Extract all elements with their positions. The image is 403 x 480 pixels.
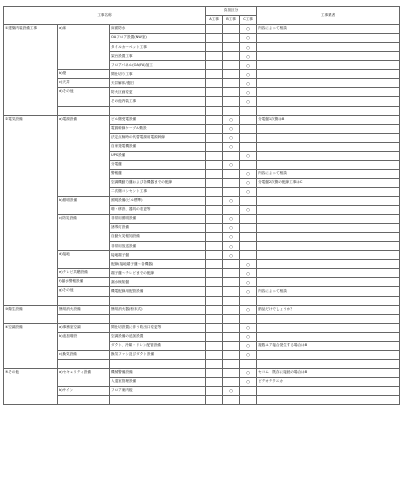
contractor-note	[257, 224, 400, 233]
spacer-row	[4, 359, 400, 368]
table-row	[4, 70, 400, 79]
burden-a-cell	[206, 305, 223, 314]
burden-b-cell	[223, 323, 240, 332]
empty-cell	[257, 296, 400, 305]
contractor-note	[257, 43, 400, 52]
burden-a-cell	[206, 34, 223, 43]
empty-cell	[110, 314, 206, 323]
burden-c-cell	[240, 160, 257, 169]
burden-a-cell	[206, 160, 223, 169]
item-label: UPS設備	[110, 151, 206, 160]
burden-b-cell	[223, 88, 240, 97]
item-label: 配線(接地端子盤～各機器)	[110, 260, 206, 269]
burden-b-cell	[223, 287, 240, 296]
section-name: ③衛生設備	[4, 305, 58, 323]
burden-c-cell: ○	[240, 97, 257, 106]
burden-b-cell	[223, 61, 240, 70]
burden-b-cell	[223, 34, 240, 43]
burden-c-cell	[240, 133, 257, 142]
item-label: その他内装工事	[110, 97, 206, 106]
burden-c-cell: ○	[240, 332, 257, 341]
contractor-note: 内容によって相談	[257, 287, 400, 296]
burden-b-cell: ○	[223, 115, 240, 124]
empty-cell	[223, 106, 240, 115]
burden-b-cell	[223, 52, 240, 61]
burden-c-cell: ○	[240, 350, 257, 359]
section-name: ④空調設備	[4, 323, 58, 368]
empty-cell	[223, 396, 240, 405]
item-label: 間仕切り工事	[110, 70, 206, 79]
burden-b-cell: ○	[223, 215, 240, 224]
contractor-note: 分電盤1次側はB	[257, 115, 400, 124]
table-row	[4, 88, 400, 97]
spacer-row	[4, 106, 400, 115]
contractor-note	[257, 251, 400, 260]
contractor-note: 分電盤2次側の配線工事はC	[257, 178, 400, 187]
burden-b-cell	[223, 43, 240, 52]
burden-c-cell: ○	[240, 88, 257, 97]
burden-b-cell: ○	[223, 233, 240, 242]
burden-c-cell	[240, 224, 257, 233]
table-row	[4, 215, 400, 224]
burden-c-cell: ○	[240, 305, 257, 314]
burden-a-cell	[206, 187, 223, 196]
item-label: 二次側コンセント工事	[110, 187, 206, 196]
contractor-note	[257, 196, 400, 205]
burden-a-cell	[206, 242, 223, 251]
burden-b-cell	[223, 269, 240, 278]
header-contractor: 工事業者	[257, 7, 400, 25]
burden-c-cell: ○	[240, 25, 257, 34]
table-row	[4, 386, 400, 395]
contractor-note	[257, 34, 400, 43]
contractor-note	[257, 124, 400, 133]
empty-cell	[240, 314, 257, 323]
burden-a-cell	[206, 368, 223, 377]
subsection-name: 簡易消火設備	[58, 305, 110, 314]
burden-a-cell	[206, 25, 223, 34]
burden-b-cell: ○	[223, 142, 240, 151]
contractor-note	[257, 269, 400, 278]
burden-b-cell	[223, 187, 240, 196]
burden-b-cell: ○	[223, 196, 240, 205]
item-label: 機械警備設備	[110, 368, 206, 377]
table-row	[4, 350, 400, 359]
burden-b-cell	[223, 151, 240, 160]
empty-cell	[223, 296, 240, 305]
burden-b-cell	[223, 278, 240, 287]
burden-a-cell	[206, 215, 223, 224]
burden-b-cell	[223, 368, 240, 377]
burden-b-cell	[223, 332, 240, 341]
contractor-note	[257, 350, 400, 359]
header-col-c: C工事	[240, 16, 257, 25]
burden-b-cell	[223, 25, 240, 34]
empty-cell	[206, 396, 223, 405]
burden-c-cell: ○	[240, 178, 257, 187]
contractor-note: セコム 既存に接続の場合はB	[257, 368, 400, 377]
item-label: 増・移設、器具の変更等	[110, 206, 206, 215]
item-label: 照明設備(ビル標準)	[110, 196, 206, 205]
contractor-note: 内容によって相談	[257, 169, 400, 178]
item-label: 換気ファン及びダクト設備	[110, 350, 206, 359]
burden-a-cell	[206, 133, 223, 142]
subsection-name: f)漏水警報設備	[58, 278, 110, 287]
burden-c-cell: ○	[240, 70, 257, 79]
empty-cell	[110, 396, 206, 405]
item-label: 防火区画変更	[110, 88, 206, 97]
burden-c-cell: ○	[240, 260, 257, 269]
table-row	[4, 269, 400, 278]
burden-a-cell	[206, 115, 223, 124]
burden-a-cell	[206, 142, 223, 151]
burden-b-cell	[223, 169, 240, 178]
header-col-b: B工事	[223, 16, 240, 25]
contractor-note	[257, 61, 400, 70]
contractor-note	[257, 151, 400, 160]
subsection-name: c)天井	[58, 79, 110, 88]
subsection-name: b)サイン	[58, 386, 110, 395]
empty-cell	[257, 359, 400, 368]
burden-a-cell	[206, 251, 223, 260]
burden-c-cell: ○	[240, 269, 257, 278]
empty-cell	[110, 359, 206, 368]
item-label: 空調機動力盤および各機器までの配線	[110, 178, 206, 187]
item-label: 警報盤	[110, 169, 206, 178]
burden-a-cell	[206, 350, 223, 359]
burden-b-cell: ○	[223, 242, 240, 251]
table-row	[4, 115, 400, 124]
contractor-note	[257, 386, 400, 395]
burden-a-cell	[206, 377, 223, 386]
burden-c-cell: ○	[240, 79, 257, 88]
empty-cell	[58, 396, 110, 405]
burden-b-cell: ○	[223, 133, 240, 142]
item-label: 天井解体/復旧	[110, 79, 206, 88]
burden-c-cell: ○	[240, 187, 257, 196]
burden-b-cell	[223, 305, 240, 314]
item-label: 分電盤	[110, 160, 206, 169]
contractor-note: ビデオテクニカ	[257, 377, 400, 386]
allocation-table	[3, 6, 400, 405]
burden-a-cell	[206, 97, 223, 106]
contractor-note	[257, 242, 400, 251]
empty-cell	[240, 106, 257, 115]
section-name: ⑤その他	[4, 368, 58, 404]
empty-cell	[58, 296, 110, 305]
item-label: 接地端子盤	[110, 251, 206, 260]
item-label: 間仕切設置に伴う吹出口変更等	[110, 323, 206, 332]
item-label: ダクト、冷媒・ドレン配管設備	[110, 341, 206, 350]
contractor-note	[257, 133, 400, 142]
item-label: 機電配線用配管設備	[110, 287, 206, 296]
empty-cell	[257, 396, 400, 405]
contractor-note	[257, 278, 400, 287]
burden-c-cell: ○	[240, 278, 257, 287]
burden-a-cell	[206, 278, 223, 287]
table-row	[4, 332, 400, 341]
burden-a-cell	[206, 269, 223, 278]
item-label: フロアパネル(OA/FA)加工	[110, 61, 206, 70]
empty-cell	[257, 314, 400, 323]
subsection-name: d)接地	[58, 251, 110, 269]
contractor-note	[257, 187, 400, 196]
item-label: 誘導灯設備	[110, 224, 206, 233]
burden-c-cell: ○	[240, 206, 257, 215]
burden-c-cell	[240, 124, 257, 133]
burden-c-cell: ○	[240, 61, 257, 70]
burden-b-cell	[223, 377, 240, 386]
table-row	[4, 79, 400, 88]
table-row	[4, 305, 400, 314]
table-row	[4, 196, 400, 205]
item-label: 電源幹線ケーブル敷設	[110, 124, 206, 133]
empty-cell	[206, 314, 223, 323]
burden-b-cell: ○	[223, 251, 240, 260]
burden-b-cell	[223, 97, 240, 106]
item-label: 自家発電機設備	[110, 142, 206, 151]
contractor-note: 納品だけでしょうか？	[257, 305, 400, 314]
burden-a-cell	[206, 43, 223, 52]
empty-cell	[240, 296, 257, 305]
header-col-a: A工事	[206, 16, 223, 25]
item-label: 非常用放送設備	[110, 242, 206, 251]
burden-c-cell	[240, 233, 257, 242]
burden-a-cell	[206, 61, 223, 70]
subsection-name: e)テレビ共聴設備	[58, 269, 110, 278]
header-title: 工事名称	[4, 7, 206, 25]
burden-b-cell	[223, 178, 240, 187]
subsection-name: a)事務室空調	[58, 323, 110, 332]
item-label: 空調設備の追加設置	[110, 332, 206, 341]
burden-a-cell	[206, 79, 223, 88]
item-label: フロア案内板	[110, 386, 206, 395]
empty-cell	[58, 106, 110, 115]
burden-b-cell: ○	[223, 160, 240, 169]
burden-b-cell	[223, 79, 240, 88]
burden-b-cell: ○	[223, 386, 240, 395]
burden-a-cell	[206, 323, 223, 332]
burden-c-cell: ○	[240, 151, 257, 160]
burden-b-cell	[223, 350, 240, 359]
table-row	[4, 278, 400, 287]
subsection-name: a)電源設備	[58, 115, 110, 196]
contractor-note	[257, 332, 400, 341]
item-label: 端子盤～テレビまでの配線	[110, 269, 206, 278]
spacer-row	[4, 314, 400, 323]
burden-c-cell: ○	[240, 34, 257, 43]
item-label: 非常用照明設備	[110, 215, 206, 224]
burden-a-cell	[206, 332, 223, 341]
burden-c-cell: ○	[240, 341, 257, 350]
item-label: タイルカーペット工事	[110, 43, 206, 52]
burden-a-cell	[206, 233, 223, 242]
empty-cell	[110, 106, 206, 115]
contractor-note: 複数ユア接合発生する場合はB	[257, 341, 400, 350]
contractor-note	[257, 233, 400, 242]
contractor-note	[257, 79, 400, 88]
burden-a-cell	[206, 52, 223, 61]
item-label: 架台設置工事	[110, 52, 206, 61]
burden-b-cell: ○	[223, 124, 240, 133]
burden-c-cell: ○	[240, 52, 257, 61]
burden-c-cell	[240, 242, 257, 251]
burden-b-cell	[223, 260, 240, 269]
item-label: 入退室管理設備	[110, 377, 206, 386]
item-label: ビル側受電設備	[110, 115, 206, 124]
subsection-name: b)照明設備	[58, 196, 110, 214]
contractor-note	[257, 260, 400, 269]
burden-c-cell: ○	[240, 377, 257, 386]
empty-cell	[240, 359, 257, 368]
table-row	[4, 323, 400, 332]
item-label: 法定点検時の代替電源用電源幹線	[110, 133, 206, 142]
subsection-name: c)防災設備	[58, 215, 110, 251]
subsection-name: g)その他	[58, 287, 110, 296]
item-label: OAフロア設置(NW室)	[110, 34, 206, 43]
subsection-name: d)その他	[58, 88, 110, 106]
empty-cell	[206, 106, 223, 115]
burden-a-cell	[206, 341, 223, 350]
contractor-note	[257, 97, 400, 106]
burden-c-cell	[240, 215, 257, 224]
burden-c-cell	[240, 251, 257, 260]
table-row	[4, 368, 400, 377]
burden-b-cell	[223, 206, 240, 215]
item-label: 漏水検知盤	[110, 278, 206, 287]
section-name: ①建築内装設備工事	[4, 25, 58, 115]
contractor-note	[257, 206, 400, 215]
table-row	[4, 251, 400, 260]
burden-b-cell	[223, 70, 240, 79]
burden-a-cell	[206, 287, 223, 296]
item-label: 簡易消火器(粉末式)	[110, 305, 206, 314]
empty-cell	[240, 396, 257, 405]
contractor-note: 内容によって相談	[257, 25, 400, 34]
burden-c-cell: ○	[240, 368, 257, 377]
empty-cell	[58, 314, 110, 323]
subsection-name: a)セキュリティ設備	[58, 368, 110, 386]
contractor-note	[257, 323, 400, 332]
table-row	[4, 287, 400, 296]
subsection-name: b)壁	[58, 70, 110, 79]
burden-a-cell	[206, 196, 223, 205]
empty-cell	[206, 359, 223, 368]
item-label: 床面防水	[110, 25, 206, 34]
burden-a-cell	[206, 386, 223, 395]
empty-cell	[110, 296, 206, 305]
section-name: ②電気設備	[4, 115, 58, 305]
burden-a-cell	[206, 70, 223, 79]
burden-b-cell	[223, 341, 240, 350]
contractor-note	[257, 52, 400, 61]
burden-c-cell	[240, 196, 257, 205]
contractor-note	[257, 215, 400, 224]
spacer-row	[4, 296, 400, 305]
burden-a-cell	[206, 224, 223, 233]
subsection-name: a)床	[58, 25, 110, 70]
burden-c-cell: ○	[240, 43, 257, 52]
table-row	[4, 25, 400, 34]
empty-cell	[58, 359, 110, 368]
subsection-name: c)換気設備	[58, 350, 110, 359]
contractor-note	[257, 88, 400, 97]
burden-a-cell	[206, 260, 223, 269]
contractor-note	[257, 142, 400, 151]
header-burden: 負担区分	[206, 7, 257, 16]
contractor-note	[257, 160, 400, 169]
burden-b-cell: ○	[223, 224, 240, 233]
burden-a-cell	[206, 169, 223, 178]
burden-c-cell	[240, 142, 257, 151]
contractor-note	[257, 70, 400, 79]
burden-a-cell	[206, 151, 223, 160]
burden-a-cell	[206, 88, 223, 97]
empty-cell	[223, 359, 240, 368]
empty-cell	[206, 296, 223, 305]
spacer-row	[4, 396, 400, 405]
burden-a-cell	[206, 206, 223, 215]
empty-cell	[257, 106, 400, 115]
item-label: 自動火災報知設備	[110, 233, 206, 242]
burden-c-cell: ○	[240, 323, 257, 332]
burden-a-cell	[206, 124, 223, 133]
burden-c-cell: ○	[240, 287, 257, 296]
burden-c-cell	[240, 115, 257, 124]
burden-c-cell	[240, 386, 257, 395]
table-body	[4, 25, 400, 405]
empty-cell	[223, 314, 240, 323]
subsection-name: b)追加増設	[58, 332, 110, 350]
burden-c-cell: ○	[240, 169, 257, 178]
burden-a-cell	[206, 178, 223, 187]
